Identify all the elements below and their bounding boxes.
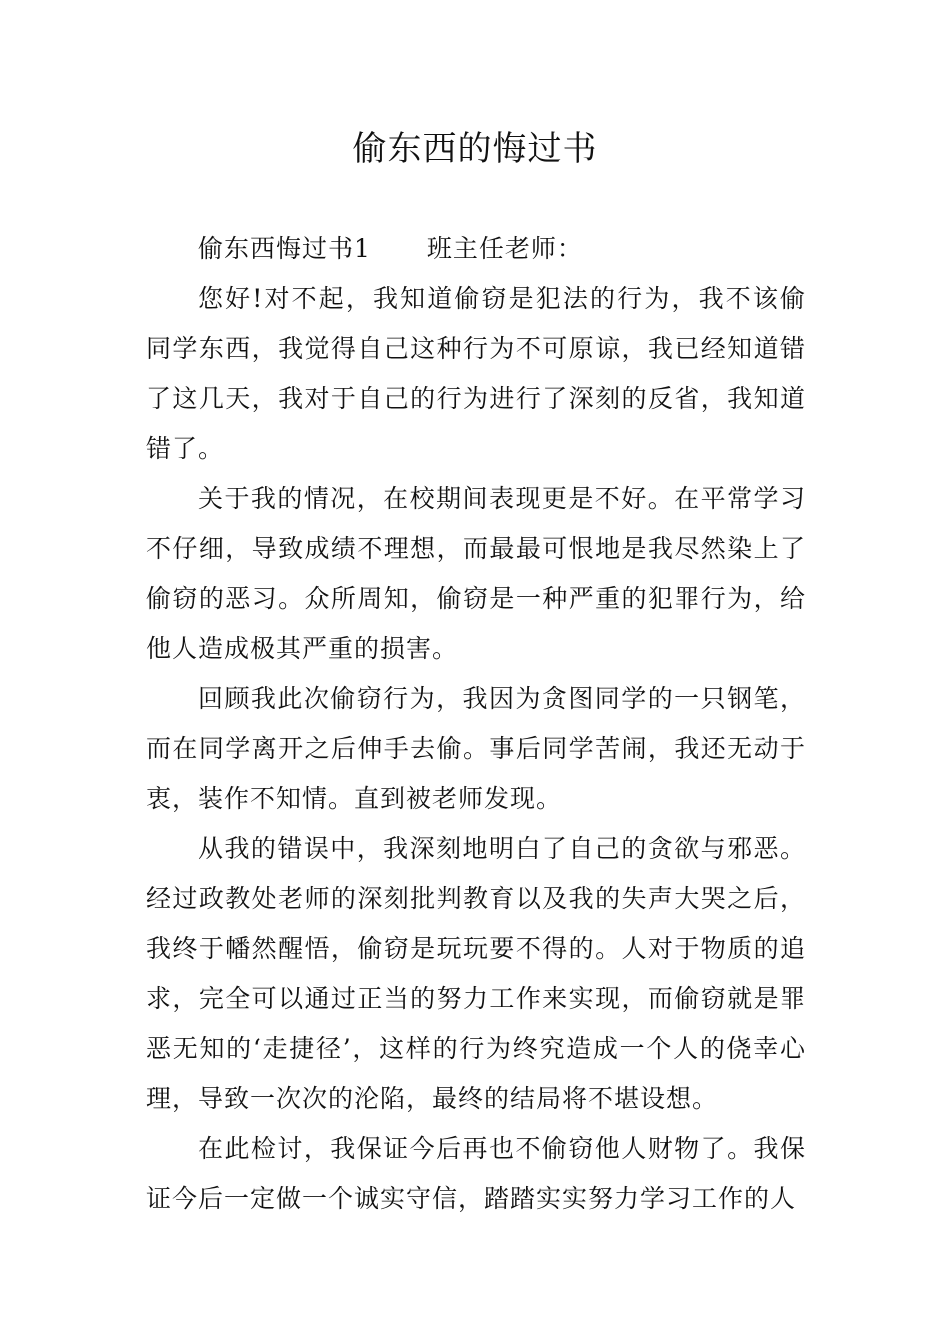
paragraph-2: 关于我的情况，在校期间表现更是不好。在平常学习不仔细，导致成绩不理想，而最最可恨地是我尽然染上了偷窃的恶习。众所周知，偷窃是一种严重的犯罪行为，给他人造成极其严重的损害。 <box>146 484 806 663</box>
document-body <box>146 224 806 1224</box>
paragraph-4: 从我的错误中，我深刻地明白了自己的贪欲与邪恶。经过政教处老师的深刻批判教育以及我的失声大哭之后，我终于幡然醒悟，偷窃是玩玩要不得的。人对于物质的追求，完全可以通过正当的努力工作来实现，而偷窃就是罪恶无知的‘走捷径’，这样的行为终究造成一个人的侥幸心理，导致一次次的沦陷，最终的结局将不堪设想。 <box>146 834 806 1113</box>
paragraph-3: 回顾我此次偷窃行为，我因为贪图同学的一只钢笔，而在同学离开之后伸手去偷。事后同学苦闹，我还无动于衷，装作不知情。直到被老师发现。 <box>146 684 806 813</box>
heading-line <box>146 224 806 274</box>
paragraph-1: 您好!对不起，我知道偷窃是犯法的行为，我不该偷同学东西，我觉得自己这种行为不可原谅，我已经知道错了这几天，我对于自己的行为进行了深刻的反省，我知道错了。 <box>146 284 806 463</box>
salutation: 班主任老师： <box>426 234 583 263</box>
document-title: 偷东西的悔过书 <box>352 129 598 169</box>
section-label: 偷东西悔过书1 <box>198 234 371 263</box>
paragraph-5: 在此检讨，我保证今后再也不偷窃他人财物了。我保证今后一定做一个诚实守信，踏踏实实努力学习工作的人 <box>146 1134 806 1213</box>
